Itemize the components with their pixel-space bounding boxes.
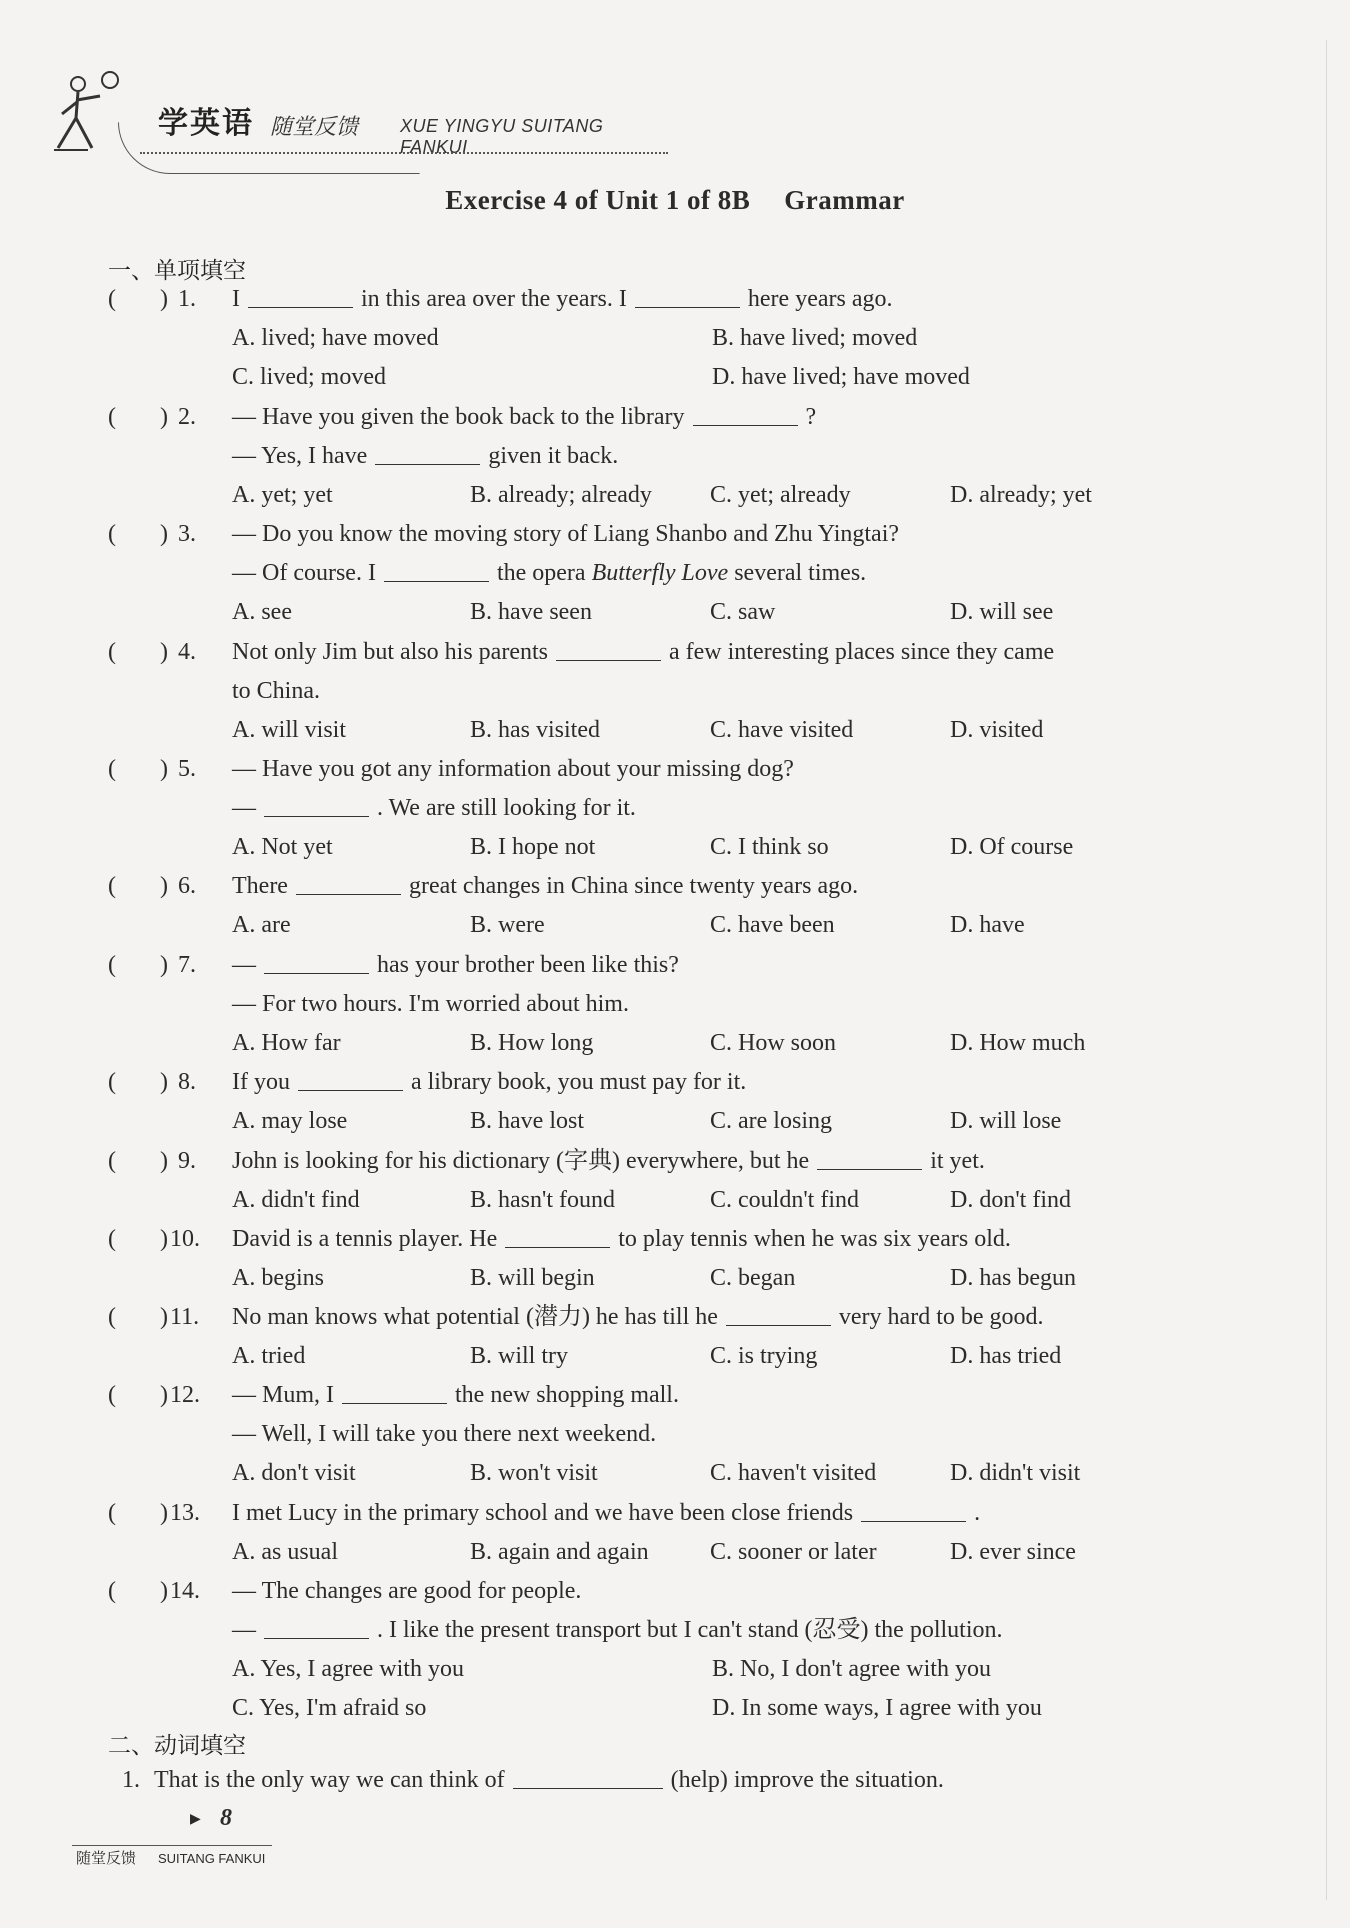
option-d[interactable]: D. How much (950, 1030, 1086, 1056)
answer-bracket[interactable] (108, 636, 168, 668)
answer-bracket[interactable] (108, 401, 168, 433)
bracket-close: ) (160, 1304, 168, 1330)
question-number: 9. (178, 1148, 196, 1174)
question-line (232, 1301, 1044, 1333)
section-heading-1: 一、单项填空 (108, 258, 246, 284)
option-c[interactable]: C. began (710, 1265, 796, 1291)
header-cn-title: 学英语 (158, 106, 254, 141)
question-text: — Yes, I have (232, 443, 368, 469)
option-d[interactable]: D. Of course (950, 834, 1074, 860)
option-a[interactable]: A. as usual (232, 1539, 338, 1565)
question-text: . We are still looking for it. (377, 795, 636, 821)
answer-blank[interactable] (264, 794, 369, 817)
option-d[interactable]: D. already; yet (950, 482, 1092, 508)
answer-blank[interactable] (635, 285, 740, 308)
answer-bracket[interactable] (108, 283, 168, 315)
option-a[interactable]: A. How far (232, 1030, 341, 1056)
question-line (232, 440, 618, 472)
question-text: Not only Jim but also his parents (232, 639, 548, 665)
page-number: 8 (220, 1805, 232, 1831)
option-d[interactable]: D. has tried (950, 1343, 1062, 1369)
option-c[interactable]: C. couldn't find (710, 1187, 859, 1213)
question-line (232, 1418, 656, 1450)
question-text: given it back. (488, 443, 619, 469)
option-c[interactable]: C. have visited (710, 717, 854, 743)
option-a[interactable]: A. Not yet (232, 834, 333, 860)
bracket-close: ) (160, 1226, 168, 1252)
question-number: 12. (170, 1382, 200, 1408)
question-line (232, 1066, 746, 1098)
question-text: — Do you know the moving story of Liang Shanbo and Zhu Yingtai? (232, 521, 900, 547)
question-text: — (232, 952, 256, 978)
answer-bracket[interactable] (108, 518, 168, 550)
option-a[interactable]: A. are (232, 912, 291, 938)
question-text: David is a tennis player. He (232, 1226, 498, 1252)
answer-blank[interactable] (726, 1303, 831, 1326)
question-number: 5. (178, 756, 196, 782)
bracket-open: ( (108, 1304, 116, 1330)
option-c[interactable]: C. lived; moved (232, 364, 386, 390)
title-main: Exercise 4 of Unit 1 of 8B (445, 185, 751, 215)
verb-fill-number: 1. (122, 1767, 140, 1793)
answer-blank[interactable] (556, 638, 661, 661)
option-d[interactable]: D. In some ways, I agree with you (712, 1695, 1042, 1721)
answer-blank[interactable] (861, 1499, 966, 1522)
question-text: here years ago. (747, 286, 893, 312)
question-line (232, 870, 858, 902)
answer-bracket[interactable] (108, 949, 168, 981)
bracket-close: ) (160, 756, 168, 782)
option-d[interactable]: D. visited (950, 717, 1044, 743)
question-line (232, 1497, 980, 1529)
option-b[interactable]: B. I hope not (470, 834, 596, 860)
question-text: several times. (734, 560, 867, 586)
question-text: — Of course. I (232, 560, 376, 586)
question-text: If you (232, 1069, 290, 1095)
question-number: 11. (170, 1304, 200, 1330)
question-text: — (232, 795, 256, 821)
option-d[interactable]: D. has begun (950, 1265, 1076, 1291)
question-line (232, 636, 1054, 668)
answer-blank[interactable] (264, 1616, 369, 1639)
page-edge-line (1326, 40, 1327, 1900)
bracket-open: ( (108, 756, 116, 782)
bracket-close: ) (160, 1148, 168, 1174)
question-text: I (232, 286, 240, 312)
verb-fill-text-after: (help) improve the situation. (670, 1767, 944, 1793)
page-title (0, 185, 1350, 216)
question-text: in this area over the years. I (361, 286, 627, 312)
question-number: 8. (178, 1069, 196, 1095)
answer-blank[interactable] (248, 285, 353, 308)
option-d[interactable]: D. didn't visit (950, 1460, 1081, 1486)
opera-title: Butterfly Love (591, 560, 729, 586)
bracket-open: ( (108, 873, 116, 899)
answer-blank[interactable] (375, 442, 480, 465)
bracket-close: ) (160, 639, 168, 665)
verb-fill-text-before: That is the only way we can think of (154, 1767, 505, 1793)
option-c[interactable]: C. yet; already (710, 482, 851, 508)
question-text: has your brother been like this? (377, 952, 679, 978)
question-line (232, 1223, 1011, 1255)
footer-en: SUITANG FANKUI (158, 1851, 266, 1866)
option-b[interactable]: B. again and again (470, 1539, 649, 1565)
question-number: 7. (178, 952, 196, 978)
question-number: 3. (178, 521, 196, 547)
option-d[interactable]: D. have lived; have moved (712, 364, 970, 390)
question-line (232, 753, 794, 785)
question-text: the new shopping mall. (455, 1382, 679, 1408)
question-text: — The changes are good for people. (232, 1578, 582, 1604)
answer-blank[interactable] (296, 872, 401, 895)
option-c[interactable]: C. How soon (710, 1030, 837, 1056)
option-c[interactable]: C. are losing (710, 1108, 832, 1134)
bracket-close: ) (160, 286, 168, 312)
option-b[interactable]: B. have seen (470, 599, 592, 625)
bracket-open: ( (108, 1500, 116, 1526)
option-c[interactable]: C. sooner or later (710, 1539, 877, 1565)
footer-arrow-icon: ▶ (190, 1812, 201, 1827)
section-heading-2: 二、动词填空 (108, 1733, 246, 1759)
bracket-open: ( (108, 1226, 116, 1252)
bracket-close: ) (160, 873, 168, 899)
answer-bracket[interactable] (108, 1497, 168, 1529)
bracket-open: ( (108, 1148, 116, 1174)
question-text: — Mum, I (232, 1382, 334, 1408)
bracket-open: ( (108, 404, 116, 430)
option-a[interactable]: A. tried (232, 1343, 306, 1369)
header-dotted-rule (140, 152, 668, 154)
title-subject: Grammar (784, 185, 905, 215)
question-text: — Have you got any information about your missing dog? (232, 756, 794, 782)
answer-bracket[interactable] (108, 1223, 168, 1255)
option-c[interactable]: C. have been (710, 912, 835, 938)
option-a[interactable]: A. will visit (232, 717, 347, 743)
question-number: 14. (170, 1578, 200, 1604)
question-text: a library book, you must pay for it. (410, 1069, 747, 1095)
footer-rule (72, 1845, 272, 1846)
option-a[interactable]: A. Yes, I agree with you (232, 1656, 464, 1682)
question-line (232, 1575, 581, 1607)
question-number: 4. (178, 639, 196, 665)
question-text: No man knows what potential (潜力) he has till he (232, 1304, 718, 1330)
question-text: — (232, 1617, 256, 1643)
option-b[interactable]: B. have lived; moved (712, 325, 918, 351)
question-text: very hard to be good. (838, 1304, 1044, 1330)
question-line (232, 1379, 679, 1411)
question-line (232, 283, 892, 315)
option-a[interactable]: A. yet; yet (232, 482, 333, 508)
option-b[interactable]: B. will begin (470, 1265, 595, 1291)
option-a[interactable]: A. didn't find (232, 1187, 360, 1213)
option-d[interactable]: D. don't find (950, 1187, 1071, 1213)
option-b[interactable]: B. No, I don't agree with you (712, 1656, 991, 1682)
option-d[interactable]: D. have (950, 912, 1025, 938)
bracket-close: ) (160, 1069, 168, 1095)
option-d[interactable]: D. will lose (950, 1108, 1062, 1134)
question-text: great changes in China since twenty years ago. (408, 873, 859, 899)
answer-bracket[interactable] (108, 870, 168, 902)
option-b[interactable]: B. has visited (470, 717, 600, 743)
question-text: a few interesting places since they came (668, 639, 1055, 665)
bracket-close: ) (160, 521, 168, 547)
question-text: John is looking for his dictionary (字典) everywhere, but he (232, 1148, 810, 1174)
answer-bracket[interactable] (108, 1301, 168, 1333)
answer-bracket[interactable] (108, 1066, 168, 1098)
footer (72, 1805, 372, 1885)
answer-blank[interactable] (264, 951, 369, 974)
answer-blank[interactable] (505, 1225, 610, 1248)
answer-bracket[interactable] (108, 1379, 168, 1411)
footer-cn: 随堂反馈 (76, 1849, 137, 1867)
verb-fill-blank[interactable] (513, 1766, 663, 1789)
question-number: 1. (178, 286, 196, 312)
option-a[interactable]: A. begins (232, 1265, 324, 1291)
bracket-close: ) (160, 404, 168, 430)
bracket-open: ( (108, 952, 116, 978)
option-c[interactable]: C. haven't visited (710, 1460, 877, 1486)
question-line (232, 401, 816, 433)
option-b[interactable]: B. already; already (470, 482, 652, 508)
question-line (232, 792, 636, 824)
question-text: There (232, 873, 288, 899)
bracket-open: ( (108, 639, 116, 665)
header-pinyin: XUE YINGYU SUITANG FANKUI (400, 116, 604, 157)
option-b[interactable]: B. hasn't found (470, 1187, 615, 1213)
question-text: I met Lucy in the primary school and we have been close friends (232, 1500, 854, 1526)
answer-blank[interactable] (693, 403, 798, 426)
question-line (232, 949, 679, 981)
question-number: 13. (170, 1500, 200, 1526)
bracket-open: ( (108, 1382, 116, 1408)
bracket-close: ) (160, 1578, 168, 1604)
bracket-open: ( (108, 521, 116, 547)
option-a[interactable]: A. see (232, 599, 292, 625)
option-b[interactable]: B. have lost (470, 1108, 584, 1134)
question-text: ? (805, 404, 817, 430)
option-c[interactable]: C. Yes, I'm afraid so (232, 1695, 427, 1721)
answer-blank[interactable] (342, 1381, 447, 1404)
option-d[interactable]: D. ever since (950, 1539, 1076, 1565)
bracket-close: ) (160, 1382, 168, 1408)
question-line (232, 557, 866, 589)
bracket-open: ( (108, 1578, 116, 1604)
option-c[interactable]: C. I think so (710, 834, 829, 860)
answer-blank[interactable] (817, 1147, 922, 1170)
question-text: — Well, I will take you there next weekend. (232, 1421, 657, 1447)
question-line (232, 675, 320, 707)
option-b[interactable]: B. will try (470, 1343, 569, 1369)
option-b[interactable]: B. How long (470, 1030, 594, 1056)
option-a[interactable]: A. may lose (232, 1108, 348, 1134)
question-text: it yet. (930, 1148, 985, 1174)
option-d[interactable]: D. will see (950, 599, 1054, 625)
question-text: to China. (232, 678, 320, 704)
header-banner (48, 60, 648, 170)
question-text: — For two hours. I'm worried about him. (232, 991, 629, 1017)
question-line (232, 1145, 985, 1177)
option-b[interactable]: B. were (470, 912, 545, 938)
answer-blank[interactable] (298, 1068, 403, 1091)
option-c[interactable]: C. is trying (710, 1343, 818, 1369)
header-cn-subtitle: 随堂反馈 (270, 115, 359, 140)
option-b[interactable]: B. won't visit (470, 1460, 598, 1486)
answer-blank[interactable] (384, 559, 489, 582)
question-text: to play tennis when he was six years old. (618, 1226, 1011, 1252)
answer-bracket[interactable] (108, 1145, 168, 1177)
question-number: 10. (170, 1226, 200, 1252)
bracket-open: ( (108, 1069, 116, 1095)
option-a[interactable]: A. don't visit (232, 1460, 356, 1486)
option-c[interactable]: C. saw (710, 599, 776, 625)
answer-bracket[interactable] (108, 1575, 168, 1607)
bracket-open: ( (108, 286, 116, 312)
question-line (232, 988, 629, 1020)
question-text: — Have you given the book back to the library (232, 404, 685, 430)
question-text: . I like the present transport but I can't stand (忍受) the pollution. (377, 1617, 1003, 1643)
bracket-close: ) (160, 1500, 168, 1526)
question-number: 6. (178, 873, 196, 899)
question-text: . (974, 1500, 981, 1526)
answer-bracket[interactable] (108, 753, 168, 785)
question-line (232, 518, 899, 550)
bracket-close: ) (160, 952, 168, 978)
option-a[interactable]: A. lived; have moved (232, 325, 439, 351)
question-text: the opera (496, 560, 586, 586)
question-number: 2. (178, 404, 196, 430)
question-line (232, 1614, 1003, 1646)
